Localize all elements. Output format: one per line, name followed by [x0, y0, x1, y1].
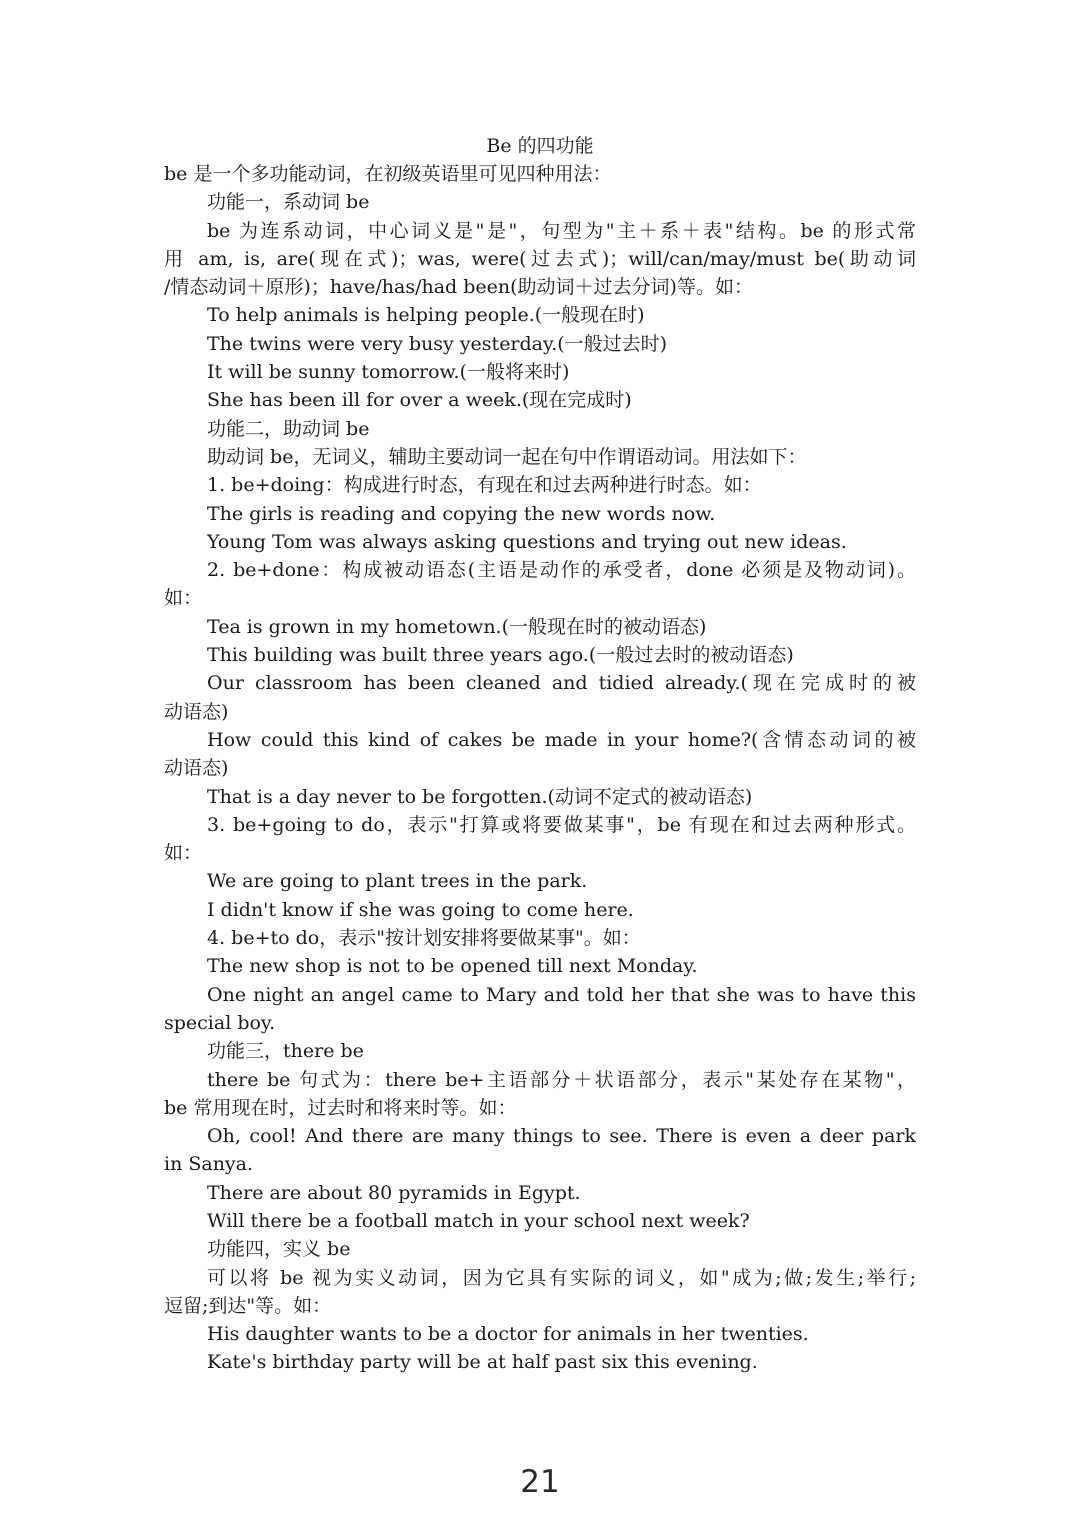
- text-line: I didn't know if she was going to come here.: [207, 898, 634, 921]
- text-line: Kate's birthday party will be at half past six this evening.: [207, 1351, 758, 1374]
- text-line: The new shop is not to be opened till next Monday.: [207, 955, 698, 978]
- text-line: Will there be a football match in your school next week?: [207, 1209, 750, 1232]
- text-line: 如：: [164, 842, 203, 865]
- text-line: To help animals is helping people.(一般现在时): [207, 304, 645, 327]
- text-line: in Sanya.: [164, 1153, 254, 1176]
- document-body: [164, 160, 916, 1377]
- text-line: 4. be+to do，表示"按计划安排将要做某事"。如：: [207, 927, 641, 950]
- text-line: This building was built three years ago.(一般过去时的被动语态): [207, 644, 794, 667]
- text-line: 3. be+going to do，表示"打算或将要做某事"，be 有现在和过去两种形式。: [207, 813, 916, 836]
- text-line: It will be sunny tomorrow.(一般将来时): [207, 361, 570, 384]
- page-number: 21: [520, 1464, 560, 1500]
- text-line: His daughter wants to be a doctor for animals in her twenties.: [207, 1323, 809, 1346]
- text-line: 功能二，助动词 be: [207, 417, 370, 440]
- text-line: How could this kind of cakes be made in your home?(含情态动词的被: [207, 728, 916, 751]
- text-line: There are about 80 pyramids in Egypt.: [207, 1181, 581, 1204]
- text-line: 功能三，there be: [207, 1040, 364, 1063]
- text-line: 1. be+doing：构成进行时态，有现在和过去两种进行时态。如：: [207, 474, 762, 497]
- text-line: The girls is reading and copying the new words now.: [207, 502, 716, 525]
- text-line: there be 句式为：there be+主语部分＋状语部分，表示"某处存在某物"，: [207, 1068, 916, 1091]
- text-line: Our classroom has been cleaned and tidied already.(现在完成时的被: [207, 672, 916, 695]
- text-line: 用 am, is, are(现在式)；was, were(过去式)；will/can/may/must be(助动词: [164, 247, 916, 270]
- text-line: One night an angel came to Mary and told her that she was to have this: [207, 983, 916, 1006]
- text-line: 助动词 be，无词义，辅助主要动词一起在句中作谓语动词。用法如下：: [207, 445, 807, 468]
- document-title: Be 的四功能: [486, 135, 594, 157]
- text-line: 动语态): [164, 757, 229, 780]
- text-line: 功能一，系动词 be: [207, 191, 370, 214]
- text-line: be 是一个多功能动词，在初级英语里可见四种用法：: [164, 163, 612, 185]
- text-line: Tea is grown in my hometown.(一般现在时的被动语态): [207, 615, 707, 638]
- text-line: Young Tom was always asking questions and trying out new ideas.: [207, 530, 847, 553]
- text-line: That is a day never to be forgotten.(动词不定式的被动语态): [207, 785, 753, 808]
- text-line: Oh, cool! And there are many things to see. There is even a deer park: [207, 1125, 916, 1148]
- text-line: 可以将 be 视为实义动词，因为它具有实际的词义，如"成为;做;发生;举行;: [207, 1266, 916, 1289]
- text-line: 如：: [164, 587, 203, 610]
- text-line: 动语态): [164, 700, 229, 723]
- text-line: She has been ill for over a week.(现在完成时): [207, 389, 632, 412]
- text-line: /情态动词＋原形)；have/has/had been(助动词＋过去分词)等。如：: [164, 276, 753, 299]
- text-line: We are going to plant trees in the park.: [207, 870, 588, 893]
- text-line: The twins were very busy yesterday.(一般过去时): [207, 332, 668, 355]
- text-line: be 为连系动词，中心词义是"是"，句型为"主＋系＋表"结构。be 的形式常: [207, 219, 916, 242]
- text-line: special boy.: [164, 1011, 276, 1034]
- text-line: be 常用现在时，过去时和将来时等。如：: [164, 1096, 517, 1119]
- text-line: 功能四，实义 be: [207, 1238, 351, 1261]
- text-line: 2. be+done：构成被动语态(主语是动作的承受者，done 必须是及物动词)。: [207, 559, 916, 582]
- text-line: 逗留;到达"等。如：: [164, 1294, 332, 1317]
